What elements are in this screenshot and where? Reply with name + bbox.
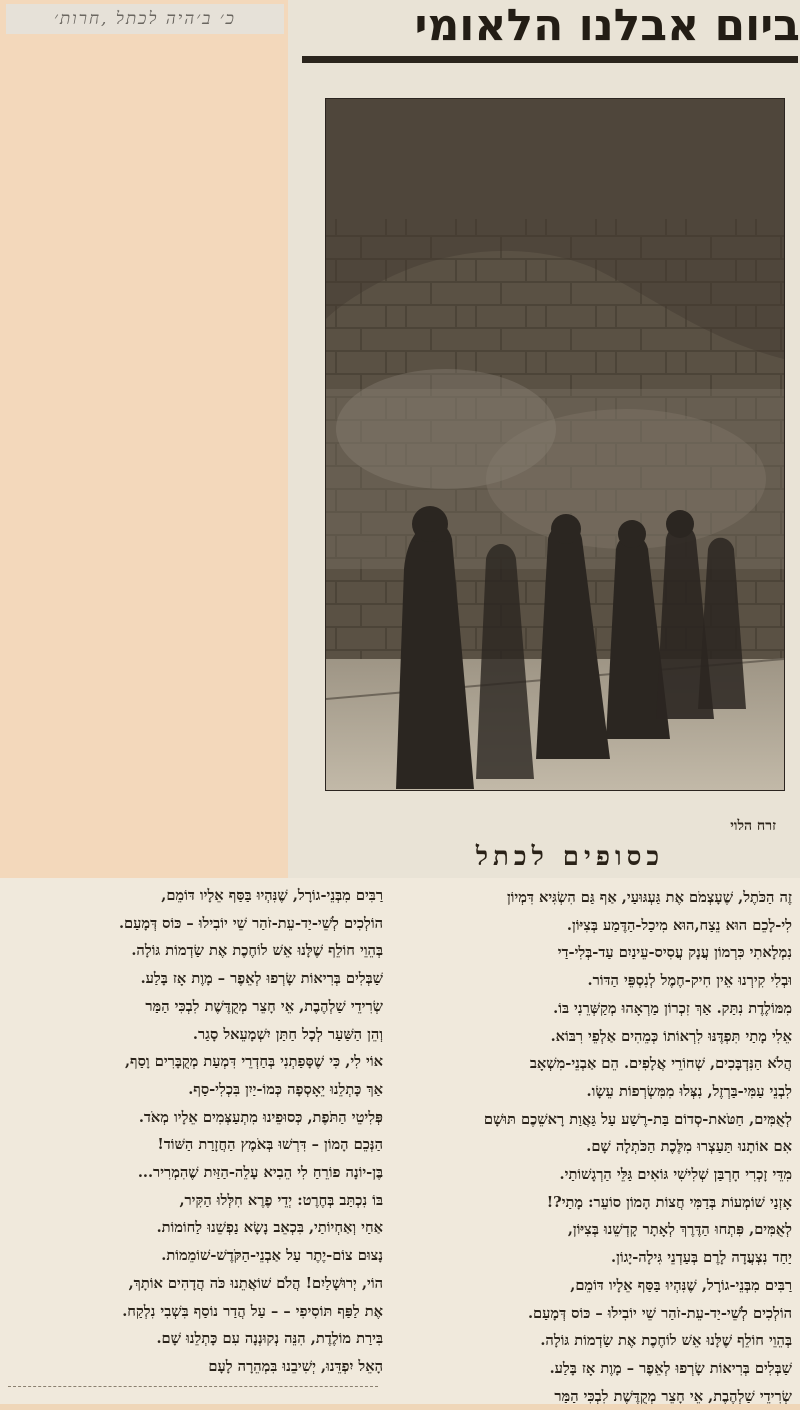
byline: זרח הלוי <box>730 818 776 834</box>
poem-line: לִי-לָכֵם הוּא נֵצַח,הוּא מִיכַל-הַדֶּמַע בְּצִיּוֹן. <box>566 916 792 934</box>
western-wall-photo <box>325 98 785 791</box>
poem-line: הוֹלְכִים לְשֵׁי-יַד-עֵת-זֹהַר שֵׁי יוֹבִילוּ – כּוֹס דְּמָעַם. <box>527 1304 792 1322</box>
poem-line: וְהֵן הַשַּׁעַר לְכָל חַתַּן יִשְׁמָעֵאל סָגַר. <box>192 1025 383 1043</box>
poem-line: בּוֹ נִכְתַּב בְּחֶרֶט: יְדֵי פֶרֶא חִלְּלוּ הַקִּיר, <box>179 1191 383 1209</box>
poem-line: לְאֻמִּים, פִּתְחוּ הַדֶּרֶךְ לְאָתָר קָדְשֵׁנוּ בְּצִיּוֹן, <box>567 1221 792 1239</box>
poem-line: נִמְלָאתִי כִּרְמוֹן עֲנָק עֲסִיס-עֵינַיִם עַד-בְּלִי-דַי <box>557 944 792 962</box>
left-column <box>8 882 383 1381</box>
poem-line: יַחַד נִצְעֲדָה לָרֶם בְּעַדְנֵי גִּילָה-יָגוֹן. <box>611 1249 792 1267</box>
blank-margin <box>0 0 290 880</box>
poem-line: הוֹלְכִים לְשֵׁי-יַד-עֵת-זֹהַר שֵׁי יוֹבִילוּ – כּוֹס דְּמָעַם. <box>118 914 383 932</box>
handwritten-note: כ׳ ב׳היה לכתל ,חרות׳ <box>6 4 284 34</box>
poem-line: אָזְנַי שׁוֹמְעוֹת בְּדַמִּי חֲצוֹת הָמוֹן סוֹעֵר: מָתַי?! <box>546 1193 792 1211</box>
poem-line: בְּהֵוֵי חוֹלֵף שֶׁלָּנוּ אֵשׁ לוֹחֶכֶת אֶת שַׂדְמוֹת גּוֹלָה. <box>540 1332 792 1350</box>
poem-line: שְׂרִידֵי שַׁלְהֶבֶת, אֵי חָצֵר מְקֻדֶּשֶׁת לִבְכִּי הַמַּר <box>554 1387 792 1405</box>
poem-line: רַבִּים מִבְּנֵי-גוֹרָל, שֶׁנִּהְיוּ בַּסַּף אֵלָיו דּוֹמֵם, <box>570 1276 792 1294</box>
poem-line: אִם אוֹתָנוּ תַּעַצְרוּ מִלֶּכֶת הַכֹּתְלָה שָׁם. <box>586 1138 792 1156</box>
poem-line: מִמּוֹלֶדֶת נִתַּק. אַךְ זִכְרוֹן מַרְאָהוּ מְקַשְּׁרֵנִי בּוֹ. <box>553 999 792 1017</box>
poem-line: וּבְלִי קִירְנוּ אֵין חִיק-חֶמֶל לְנִסְפֵּי הַדּוֹר. <box>587 972 792 990</box>
poem-line: בֶּן-יוֹנָה פוֹרֵחַ לִי הֵבִיא עָלֵה-הַזַּיִת שֶׁהִמְרִיר... <box>137 1164 383 1182</box>
poem-line: לְאֻמִּים, חַטֹּאת-סְדוֹם בַּת-רֶשַׁע עַל גַּאֲוַת רָאשֵׁכֶם תּוּשָׁם <box>483 1110 792 1128</box>
poem-line: זֶה הַכֹּתֶל, שֶׁעָצְמֹם אֶת גַּעְגּוּעַי, אַף גַּם הִשְׂגִּיא דִּמְיוֹן <box>506 889 792 906</box>
headline-rule <box>302 56 798 63</box>
poem-line: בִּירַת מוֹלֶדֶת, הִנֵּה נְקוּנְנָה עִם כָּתְלֵנוּ שָׁם. <box>156 1330 383 1348</box>
poem-line: הוֹי, יְרוּשָׁלַיִם! הֲלֹם שׁוֹאֲתֵנוּ כֹּה הֲדָהִים אוֹתָךְ, <box>128 1274 383 1292</box>
poem-line: שַׁבְּלִים בְּרִיאוֹת שָׂרְפוּ לְאֵפֶר – מָוֶת אָז בָּלַע. <box>549 1359 792 1377</box>
poem-line: פְּלִיטֵי הַתֹּפֶת, כְּסוּפֵינוּ מִתְעַצְּמִים אֵלָיו מְאֹד. <box>138 1108 383 1126</box>
poem-line: אֶת לַפַּף תּוֹסִיפִי – – עַל הֲדַר נוֹסַף בִּשְׁבִי נִלְקַח. <box>122 1302 383 1320</box>
column-end-rule <box>8 1386 378 1388</box>
poem-line: שְׂרִידֵי שַׁלְהֶבֶת, אֵי חָצֵר מְקֻדֶּשֶׁת לִבְכִּי הַמַּר <box>145 997 383 1015</box>
poem-line: אֵלִי מָתַי תִּפְדֶּנּוּ לִרְאוֹתוֹ כְּמֵהִים אַלְפֵי רִבּוֹא. <box>550 1027 792 1045</box>
poem-line: אַחַי וְאַחְיוֹתַי, בִּכְאֵב נָשָׂא נַפְשֵׁנוּ לַחוֹמוֹת. <box>156 1219 383 1237</box>
poem-line: לִבְנֵי עַמִּי-בַּרְזֶל, נִצְּלוּ מִמִּשְׂרְפוֹת עֵשָׂו. <box>586 1082 792 1100</box>
poem-line: מִדֵּי זָכְרִי חָרְבַּן שְׁלִישִׁי גּוֹאִים גַּלֵּי הַרְגָשׁוֹתַי. <box>559 1166 792 1184</box>
poem-title: כסופים לכתל <box>475 842 665 872</box>
poem-line: אוֹי לִי, כִּי שֶׁסָּפַתְנִי בְּחַדְרֵי דִּמְעַת מְקֻבָּרִים וָסַף, <box>124 1053 383 1071</box>
poem-line: נָצוּם צוֹם-יֶתֶר עַל אַבְנֵי-הַקֹּדֶשׁ-שׁוֹמֵמוֹת. <box>161 1247 383 1265</box>
poem-line: הָאֵל יִפְדֵּנוּ, יְשִׁיבֵנוּ בִּמְהֵרָה לָעָם <box>208 1357 383 1375</box>
headline: ביום אבלנו הלאומי <box>414 0 800 51</box>
poem-line: שַׁבְּלִים בְּרִיאוֹת שָׂרְפוּ לְאֵפֶר – מָוֶת אָז בָּלַע. <box>140 970 383 988</box>
poem-line: רַבִּים מִבְּנֵי-גוֹרָל, שֶׁנִּהְיוּ בַּסַּף אֵלָיו דּוֹמֵם, <box>161 887 383 904</box>
right-column <box>392 884 792 1410</box>
poem-line: הֲלֹא הַנִּדְבָּכִים, שְׁחוֹרֵי אֲלָפִים. הֵם אַבְנֵי-מִשְׁאָב <box>529 1055 792 1073</box>
poem-line: אַךְ כָּתְלֵנוּ יֵאָסְפָה כְּמוֹ-יַיִן בִּכְלִי-סַף. <box>188 1080 383 1098</box>
poem-line: הַנְּכֵם הָמוֹן – דִּרְשׁוּ בְּאֹמֶץ הַחֲזָרַת הַשּׁוֹד! <box>157 1136 383 1154</box>
poem-line: בְּהֵוֵי חוֹלֵף שֶׁלָּנוּ אֵשׁ לוֹחֶכֶת אֶת שַׂדְמוֹת גּוֹלָה. <box>131 942 383 960</box>
photo-illustration <box>326 99 784 790</box>
